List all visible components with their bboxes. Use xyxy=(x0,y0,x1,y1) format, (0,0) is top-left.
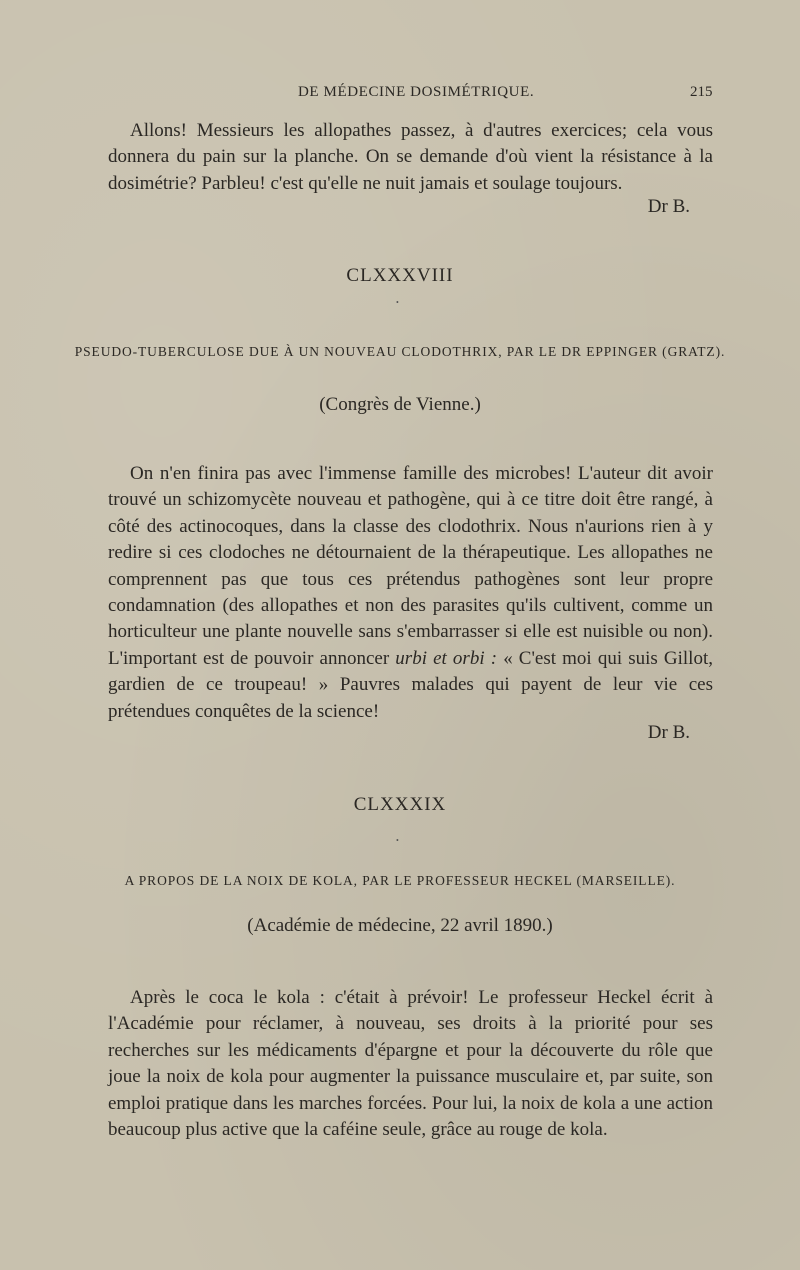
page-header xyxy=(0,84,800,108)
section-title-189: A PROPOS DE LA NOIX DE KOLA, PAR LE PROFESSEUR HECKEL (MARSEILLE). xyxy=(124,873,676,888)
section-source-189: (Académie de médecine, 22 avril 1890.) xyxy=(247,915,553,936)
paragraph-text: On n'en finira pas avec l'immense famille des microbes! L'auteur dit avoir trouvé un schizomycète nouveau et pathogène, qui à ce titre doit être rangé, à côté des actinocoques, dans la classe des clodothrix. Nous n'aurions rien à y redire si ces clodoches ne détournaient de la thérapeutique. Les allopathes ne comprennent pas que tous ces prétendus pathogènes sont leur propre condamnation (des allopathes et non des parasites qu'ils cultivent, comme un horticulteur une plante nouvelle sans s'embarrasser si elle est nuisible ou non). L'important est de pouvoir annoncer xyxy=(108,463,713,669)
section-paragraph-188 xyxy=(108,461,713,725)
section-number-188: CLXXXVIII xyxy=(346,265,454,286)
italic-phrase: urbi et orbi : xyxy=(395,647,498,669)
running-title: DE MÉDECINE DOSIMÉTRIQUE. xyxy=(298,84,535,100)
intro-paragraph: Allons! Messieurs les allopathes passez, à d'autres exercices; cela vous donnera du pain sur la planche. On se demande d'où vient la résistance à la dosimétrie? Parbleu! c'est qu'elle ne nuit jamais et soulage toujours. xyxy=(108,120,713,194)
section-ornament: • xyxy=(396,836,399,845)
paragraph-text: « C'est moi qui suis Gillot, gardien de ce troupeau! » Pauvres malades qui payent de leur vie ces prétendues conquêtes de la science! xyxy=(108,647,713,722)
section-source-188: (Congrès de Vienne.) xyxy=(319,394,481,415)
page-number: 215 xyxy=(690,84,713,100)
section-signature-188: Dr B. xyxy=(647,722,690,743)
section-paragraph-189: Après le coca le kola : c'était à prévoir! Le professeur Heckel écrit à l'Académie pour réclamer, à nouveau, ses droits à la priorité pour ses recherches sur les médicaments d'épargne et pour la découverte du rôle que joue la noix de kola pour augmenter la puissance musculaire et, par suite, son emploi pratique dans les marches forcées. Pour lui, la noix de kola a une action beaucoup plus active que la caféine seule, grâce au rouge de kola. xyxy=(108,987,713,1141)
section-ornament: • xyxy=(396,298,399,307)
intro-signature: Dr B. xyxy=(647,196,690,217)
section-number-189: CLXXXIX xyxy=(353,794,447,815)
section-title-188: PSEUDO-TUBERCULOSE DUE À UN NOUVEAU CLODOTHRIX, PAR LE DR EPPINGER (GRATZ). xyxy=(74,344,726,359)
